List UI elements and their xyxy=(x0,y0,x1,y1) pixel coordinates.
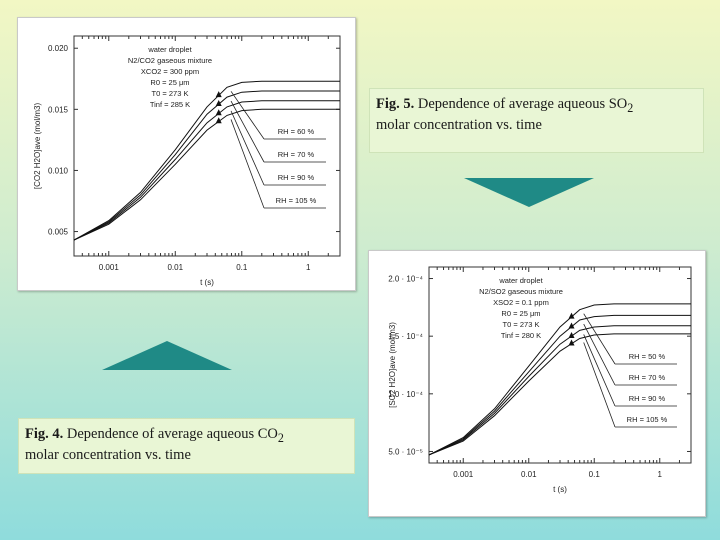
x-axis-label: t (s) xyxy=(200,278,214,287)
fig5-plot-frame xyxy=(368,250,706,517)
y-tick-label: 0.010 xyxy=(47,166,68,176)
fig4-caption xyxy=(18,418,355,474)
fig5-caption xyxy=(369,88,704,153)
y-tick-label: 5.0 · 10⁻⁵ xyxy=(388,447,423,457)
rh-series-label: RH = 70 % xyxy=(277,150,315,159)
x-axis-label: t (s) xyxy=(553,485,567,494)
plot-area-border xyxy=(74,36,340,256)
legend-parameter-text: T0 = 273 K xyxy=(502,320,540,329)
series-line xyxy=(429,326,691,455)
x-tick-label: 0.01 xyxy=(520,470,537,479)
plot-area-border xyxy=(429,267,691,463)
triangle-down-icon xyxy=(464,176,594,208)
y-tick-label: 0.015 xyxy=(47,105,68,115)
legend-parameter-text: water droplet xyxy=(499,276,543,285)
y-tick-label: 2.0 · 10⁻⁴ xyxy=(388,274,423,284)
series-line xyxy=(74,91,340,240)
rh-series-label: RH = 70 % xyxy=(628,373,666,382)
legend-parameter-text: water droplet xyxy=(148,45,192,54)
y-axis-label: [SO2 H2O]ave (mol/m3) xyxy=(388,322,397,408)
fig5-caption-text-line2: molar concentration vs. time xyxy=(376,116,542,133)
fig5-caption-label: Fig. 5. xyxy=(376,96,415,112)
legend-parameter-text: Tinf = 285 K xyxy=(149,100,191,109)
fig5-chart xyxy=(369,251,705,516)
x-tick-label: 0.001 xyxy=(453,470,474,479)
legend-parameter-text: R0 = 25 μm xyxy=(150,78,190,87)
rh-leader-line xyxy=(231,119,264,208)
rh-series-label: RH = 105 % xyxy=(626,415,668,424)
fig5-caption-subscript: 2 xyxy=(627,100,634,115)
rh-series-label: RH = 90 % xyxy=(277,173,315,182)
x-tick-label: 0.001 xyxy=(98,263,119,272)
legend-parameter-text: T0 = 273 K xyxy=(151,89,189,98)
legend-parameter-text: XCO2 = 300 ppm xyxy=(140,67,200,76)
x-tick-label: 1 xyxy=(657,470,662,479)
legend-parameter-text: XSO2 = 0.1 ppm xyxy=(493,298,549,307)
rh-leader-line xyxy=(231,111,264,185)
rh-series-label: RH = 105 % xyxy=(275,196,317,205)
rh-series-label: RH = 90 % xyxy=(628,394,666,403)
y-tick-label: 0.005 xyxy=(47,227,68,237)
x-tick-label: 1 xyxy=(306,263,311,272)
legend-parameter-text: N2/SO2 gaseous mixture xyxy=(479,287,563,296)
y-tick-label: 0.020 xyxy=(47,44,68,54)
legend-parameter-text: N2/CO2 gaseous mixture xyxy=(127,56,213,65)
rh-series-label: RH = 50 % xyxy=(628,352,666,361)
rh-series-label: RH = 60 % xyxy=(277,127,315,136)
fig4-plot-frame xyxy=(17,17,356,291)
y-tick-label: 1.5 · 10⁻⁴ xyxy=(388,332,423,342)
fig4-chart xyxy=(18,18,355,290)
x-tick-label: 0.1 xyxy=(588,470,600,479)
fig4-caption-label: Fig. 4. xyxy=(25,426,64,442)
y-axis-label: [CO2 H2O]ave (mol/m3) xyxy=(33,102,42,190)
fig5-caption-text: Dependence of average aqueous SO xyxy=(417,96,628,112)
curve-arrow-marker xyxy=(216,91,222,97)
x-tick-label: 0.1 xyxy=(236,263,248,272)
legend-parameter-text: R0 = 25 μm xyxy=(501,309,541,318)
fig4-caption-subscript: 2 xyxy=(277,430,284,445)
triangle-up-icon xyxy=(102,340,232,372)
y-tick-label: 1.0 · 10⁻⁴ xyxy=(388,389,423,399)
fig4-caption-text-line2: molar concentration vs. time xyxy=(25,446,191,463)
x-tick-label: 0.01 xyxy=(167,263,184,272)
rh-leader-line xyxy=(584,334,615,406)
fig4-caption-text: Dependence of average aqueous CO xyxy=(66,426,278,442)
rh-leader-line xyxy=(584,314,615,364)
series-line xyxy=(74,81,340,240)
legend-parameter-text: Tinf = 280 K xyxy=(500,331,542,340)
series-line xyxy=(74,101,340,240)
